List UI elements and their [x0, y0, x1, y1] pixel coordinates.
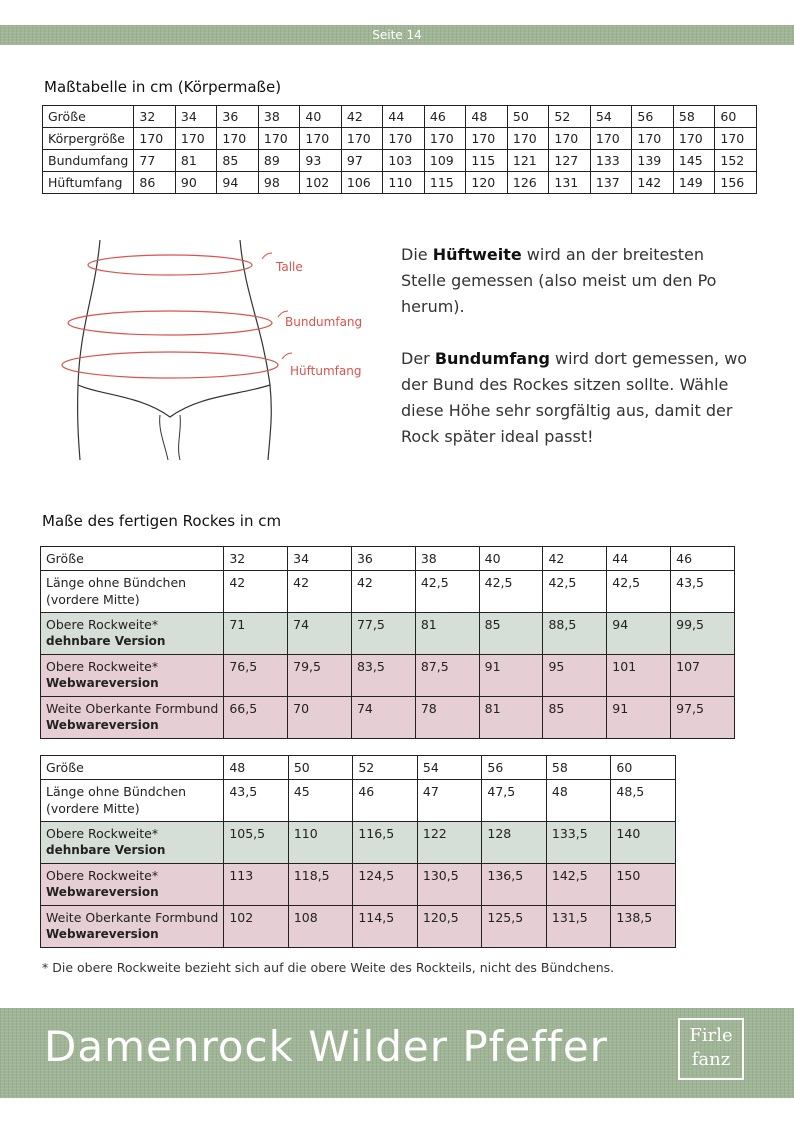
hip-measure-line [62, 352, 278, 378]
size-cell: 46 [671, 547, 735, 571]
value-cell: 133 [590, 150, 632, 172]
value-cell: 115 [424, 172, 466, 194]
value-cell: 79,5 [288, 655, 352, 697]
finished-skirt-table-1 [40, 546, 735, 739]
row-label-cell [41, 571, 224, 613]
row-sublabel: (vordere Mitte) [46, 801, 140, 816]
row-sublabel: Webwareversion [46, 927, 159, 941]
row-label: Länge ohne Bündchen [46, 784, 187, 799]
value-cell: 81 [479, 697, 543, 739]
body-measurements-table [42, 105, 757, 194]
value-cell: 101 [607, 655, 671, 697]
size-cell: 36 [351, 547, 415, 571]
row-label-cell [41, 780, 224, 822]
waist-arrow-icon [262, 253, 272, 259]
row-label-cell [41, 697, 224, 739]
value-cell: 48 [466, 106, 508, 128]
size-cell: 48 [224, 756, 289, 780]
brief-line [78, 385, 270, 417]
measurement-description [401, 242, 751, 476]
size-cell: 38 [415, 547, 479, 571]
label-waist: Talle [276, 260, 303, 274]
value-cell: 170 [300, 128, 342, 150]
row-label: Obere Rockweite* [46, 826, 159, 841]
value-cell: 32 [134, 106, 176, 128]
table-row [41, 906, 676, 948]
value-cell: 106 [341, 172, 383, 194]
table-row [41, 780, 676, 822]
size-cell: 44 [607, 547, 671, 571]
value-cell: 71 [224, 613, 288, 655]
row-sublabel: dehnbare Version [46, 634, 166, 648]
size-header-row [41, 756, 676, 780]
value-cell: 118,5 [288, 864, 353, 906]
row-label-cell [41, 822, 224, 864]
value-cell: 38 [258, 106, 300, 128]
value-cell: 42,5 [415, 571, 479, 613]
value-cell: 125,5 [482, 906, 547, 948]
row-label: Weite Oberkante Formbund [46, 910, 219, 925]
value-cell: 170 [632, 128, 674, 150]
row-label: Obere Rockweite* [46, 659, 159, 674]
row-label: Länge ohne Bündchen [46, 575, 187, 590]
value-cell: 95 [543, 655, 607, 697]
value-cell: 130,5 [417, 864, 482, 906]
value-cell: 122 [417, 822, 482, 864]
label-hip: Hüftumfang [290, 364, 362, 378]
value-cell: 170 [673, 128, 715, 150]
value-cell: 88,5 [543, 613, 607, 655]
row-sublabel: Webwareversion [46, 718, 159, 732]
value-cell: 42,5 [607, 571, 671, 613]
value-cell: 170 [549, 128, 591, 150]
value-cell: 47 [417, 780, 482, 822]
value-cell: 133,5 [546, 822, 611, 864]
logo-line-1: Firle [689, 1025, 733, 1046]
value-cell: 149 [673, 172, 715, 194]
value-cell: 48 [546, 780, 611, 822]
size-cell: 54 [417, 756, 482, 780]
header-label-cell: Größe [41, 756, 224, 780]
value-cell: 109 [424, 150, 466, 172]
size-cell: 52 [353, 756, 418, 780]
value-cell: 36 [217, 106, 259, 128]
value-cell: 77,5 [351, 613, 415, 655]
size-header-row [41, 547, 735, 571]
value-cell: 46 [424, 106, 466, 128]
hip-description: Die Hüftweite wird an der breitesten Stelle gemessen (also meist um den Po herum). [401, 245, 717, 316]
row-label-cell [41, 906, 224, 948]
size-cell: 50 [288, 756, 353, 780]
value-cell: 108 [288, 906, 353, 948]
row-label-cell: Körpergröße [43, 128, 134, 150]
value-cell: 89 [258, 150, 300, 172]
table-row [41, 697, 735, 739]
row-label: Weite Oberkante Formbund [46, 701, 219, 716]
value-cell: 156 [715, 172, 757, 194]
value-cell: 54 [590, 106, 632, 128]
size-cell: 42 [543, 547, 607, 571]
value-cell: 86 [134, 172, 176, 194]
logo-line-2: fanz [691, 1049, 731, 1070]
value-cell: 46 [353, 780, 418, 822]
value-cell: 120 [466, 172, 508, 194]
value-cell: 113 [224, 864, 289, 906]
row-sublabel: Webwareversion [46, 885, 159, 899]
value-cell: 42 [224, 571, 288, 613]
value-cell: 47,5 [482, 780, 547, 822]
row-label-cell: Hüftumfang [43, 172, 134, 194]
value-cell: 77 [134, 150, 176, 172]
value-cell: 43,5 [671, 571, 735, 613]
value-cell: 78 [415, 697, 479, 739]
value-cell: 170 [507, 128, 549, 150]
size-cell: 56 [482, 756, 547, 780]
body-outline-left [78, 240, 100, 460]
value-cell: 120,5 [417, 906, 482, 948]
value-cell: 115 [466, 150, 508, 172]
body-measurement-figure [40, 235, 380, 465]
value-cell: 97 [341, 150, 383, 172]
size-cell: 32 [224, 547, 288, 571]
size-header-row [43, 106, 757, 128]
value-cell: 93 [300, 150, 342, 172]
value-cell: 139 [632, 150, 674, 172]
footnote: * Die obere Rockweite bezieht sich auf die obere Weite des Rockteils, nicht des Bündchens. [42, 960, 615, 975]
value-cell: 121 [507, 150, 549, 172]
hip-arrow-icon [282, 353, 292, 359]
value-cell: 105,5 [224, 822, 289, 864]
value-cell: 110 [288, 822, 353, 864]
finished-skirt-table-2 [40, 755, 676, 948]
value-cell: 42 [341, 106, 383, 128]
band-measure-line [68, 311, 272, 335]
value-cell: 34 [175, 106, 217, 128]
value-cell: 137 [590, 172, 632, 194]
value-cell: 42 [351, 571, 415, 613]
value-cell: 83,5 [351, 655, 415, 697]
value-cell: 142,5 [546, 864, 611, 906]
value-cell: 90 [175, 172, 217, 194]
value-cell: 85 [543, 697, 607, 739]
value-cell: 76,5 [224, 655, 288, 697]
value-cell: 131,5 [546, 906, 611, 948]
value-cell: 107 [671, 655, 735, 697]
value-cell: 81 [415, 613, 479, 655]
value-cell: 170 [258, 128, 300, 150]
value-cell: 170 [134, 128, 176, 150]
row-sublabel: Webwareversion [46, 676, 159, 690]
table-row [43, 150, 757, 172]
value-cell: 127 [549, 150, 591, 172]
table-row [41, 655, 735, 697]
value-cell: 56 [632, 106, 674, 128]
value-cell: 94 [607, 613, 671, 655]
product-title: Damenrock Wilder Pfeffer [44, 1022, 608, 1071]
value-cell: 152 [715, 150, 757, 172]
row-label-cell [41, 864, 224, 906]
value-cell: 170 [341, 128, 383, 150]
value-cell: 70 [288, 697, 352, 739]
row-label-cell [41, 613, 224, 655]
value-cell: 40 [300, 106, 342, 128]
value-cell: 110 [383, 172, 425, 194]
value-cell: 131 [549, 172, 591, 194]
value-cell: 170 [175, 128, 217, 150]
value-cell: 98 [258, 172, 300, 194]
value-cell: 170 [383, 128, 425, 150]
header-label-cell: Größe [41, 547, 224, 571]
inner-leg-right [179, 415, 181, 460]
value-cell: 60 [715, 106, 757, 128]
table-row [43, 172, 757, 194]
value-cell: 170 [590, 128, 632, 150]
table-row [41, 571, 735, 613]
value-cell: 85 [479, 613, 543, 655]
value-cell: 58 [673, 106, 715, 128]
value-cell: 102 [300, 172, 342, 194]
table-row [41, 864, 676, 906]
value-cell: 145 [673, 150, 715, 172]
value-cell: 91 [479, 655, 543, 697]
value-cell: 87,5 [415, 655, 479, 697]
value-cell: 102 [224, 906, 289, 948]
value-cell: 74 [288, 613, 352, 655]
value-cell: 126 [507, 172, 549, 194]
table-row [41, 822, 676, 864]
value-cell: 81 [175, 150, 217, 172]
size-cell: 60 [611, 756, 676, 780]
value-cell: 103 [383, 150, 425, 172]
value-cell: 42 [288, 571, 352, 613]
body-outline-right [240, 240, 271, 460]
row-sublabel: (vordere Mitte) [46, 592, 140, 607]
value-cell: 136,5 [482, 864, 547, 906]
value-cell: 170 [466, 128, 508, 150]
value-cell: 150 [611, 864, 676, 906]
value-cell: 138,5 [611, 906, 676, 948]
row-label-cell: Bundumfang [43, 150, 134, 172]
value-cell: 142 [632, 172, 674, 194]
band-description: Der Bundumfang wird dort gemessen, wo der Bund des Rockes sitzen sollte. Wähle diese Höhe sehr sorgfältig aus, damit der Rock später ideal passt! [401, 349, 748, 446]
size-cell: 34 [288, 547, 352, 571]
label-band: Bundumfang [285, 315, 363, 329]
value-cell: 140 [611, 822, 676, 864]
value-cell: 43,5 [224, 780, 289, 822]
value-cell: 124,5 [353, 864, 418, 906]
value-cell: 99,5 [671, 613, 735, 655]
row-label-cell: Größe [43, 106, 134, 128]
value-cell: 48,5 [611, 780, 676, 822]
value-cell: 52 [549, 106, 591, 128]
value-cell: 170 [424, 128, 466, 150]
value-cell: 114,5 [353, 906, 418, 948]
value-cell: 94 [217, 172, 259, 194]
value-cell: 44 [383, 106, 425, 128]
size-cell: 58 [546, 756, 611, 780]
finished-skirt-title: Maße des fertigen Rockes in cm [42, 512, 282, 530]
value-cell: 85 [217, 150, 259, 172]
value-cell: 170 [217, 128, 259, 150]
value-cell: 116,5 [353, 822, 418, 864]
inner-leg-left [160, 415, 168, 460]
value-cell: 45 [288, 780, 353, 822]
row-sublabel: dehnbare Version [46, 843, 166, 857]
table-row [43, 128, 757, 150]
row-label: Obere Rockweite* [46, 617, 159, 632]
body-measurements-title: Maßtabelle in cm (Körpermaße) [44, 78, 282, 96]
row-label-cell [41, 655, 224, 697]
size-cell: 40 [479, 547, 543, 571]
value-cell: 66,5 [224, 697, 288, 739]
row-label: Obere Rockweite* [46, 868, 159, 883]
page-number: Seite 14 [372, 28, 422, 42]
brand-logo [678, 1018, 744, 1080]
value-cell: 42,5 [479, 571, 543, 613]
waist-measure-line [88, 255, 252, 275]
value-cell: 91 [607, 697, 671, 739]
value-cell: 128 [482, 822, 547, 864]
table-row [41, 613, 735, 655]
value-cell: 74 [351, 697, 415, 739]
value-cell: 42,5 [543, 571, 607, 613]
value-cell: 97,5 [671, 697, 735, 739]
value-cell: 50 [507, 106, 549, 128]
value-cell: 170 [715, 128, 757, 150]
